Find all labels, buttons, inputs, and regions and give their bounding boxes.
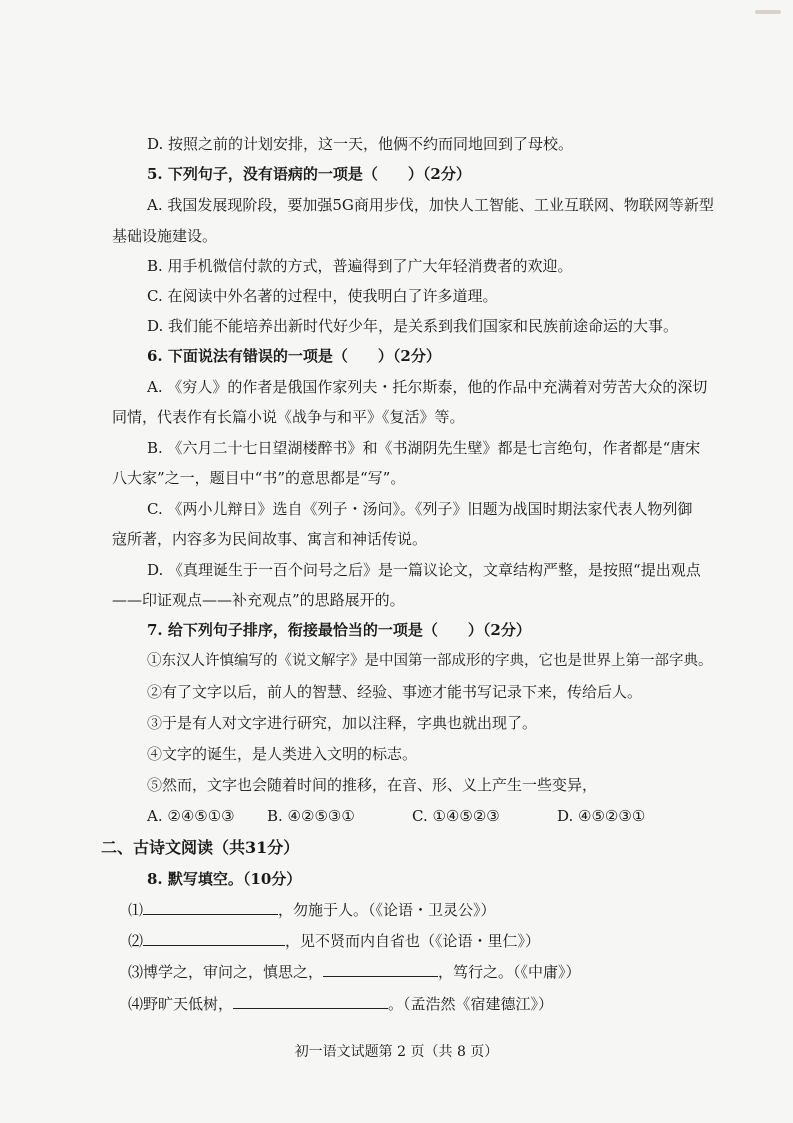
q8-line-2-text: ，见不贤而内自省也（《论语・里仁》） [285,932,541,950]
page-footer: 初一语文试题第 2 页（共 8 页） [294,1044,499,1060]
q4-option-d: D. 按照之前的计划安排，这一天，他俩不约而同地回到了母校。 [147,135,574,153]
q6-option-d-line1: D. 《真理诞生于一百个问号之后》是一篇议论文，文章结构严整，是按照“提出观点 [147,561,701,579]
q6-option-a-line1: A. 《穷人》的作者是俄国作家列夫・托尔斯泰，他的作品中充满着对劳苦大众的深切 [147,378,708,396]
q8-line-1 [128,900,753,920]
q8-blank-1[interactable] [143,900,278,915]
q7-sentence-5: ⑤然而，文字也会随着时间的推移，在音、形、义上产生一些变异， [147,776,598,794]
q8-line-3-text-before: ⑶博学之，审问之，慎思之， [128,963,324,981]
section-2-title: 二、古诗文阅读（共31分） [101,838,300,857]
q8-line-2-number: ⑵ [128,932,144,950]
q6-option-d-line2: ——印证观点——补充观点”的思路展开的。 [112,591,405,609]
q8-line-1-number: ⑴ [128,901,144,919]
q5-option-b: B. 用手机微信付款的方式，普遍得到了广大年轻消费者的欢迎。 [147,257,573,275]
q6-option-a-line2: 同情，代表作有长篇小说《战争与和平》《复活》等。 [112,408,465,426]
q7-option-c: C. ①④⑤②③ [412,807,500,825]
q5-option-c: C. 在阅读中外名著的过程中，使我明白了许多道理。 [147,287,498,305]
q8-line-4-text-before: ⑷野旷天低树， [128,995,234,1013]
q8-line-2 [128,931,753,951]
q5-option-a-line1: A. 我国发展现阶段，要加强5G商用步伐，加快人工智能、工业互联网、物联网等新型 [147,196,714,214]
scan-smudge [755,10,781,14]
q6-title: 6. 下面说法有错误的一项是（ ）（2分） [147,347,441,365]
q7-sentence-4: ④文字的诞生，是人类进入文明的标志。 [147,745,418,763]
q8-line-4-text-after: 。（孟浩然《宿建德江》） [388,995,554,1013]
q5-title: 5. 下列句子，没有语病的一项是（ ）（2分） [147,165,471,183]
q8-blank-3[interactable] [323,962,438,977]
q5-option-d: D. 我们能不能培养出新时代好少年，是关系到我们国家和民族前途命运的大事。 [147,317,679,335]
q8-line-1-text: ，勿施于人。（《论语・卫灵公》） [278,901,496,919]
q6-option-b-line1: B. 《六月二十七日望湖楼醉书》和《书湖阴先生壁》都是七言绝句，作者都是“唐宋 [147,439,701,457]
q7-options [147,806,753,826]
q8-line-3-text-after: ，笃行之。（《中庸》） [438,963,581,981]
q7-sentence-2: ②有了文字以后，前人的智慧、经验、事迹才能书写记录下来，传给后人。 [147,683,643,701]
q6-option-b-line2: 八大家”之一，题目中“书”的意思都是“写”。 [112,469,406,487]
q8-title: 8. 默写填空。（10分） [147,870,302,888]
q8-blank-4[interactable] [233,994,388,1009]
q7-option-b: B. ④②⑤③① [267,807,355,825]
q7-sentence-3: ③于是有人对文字进行研究，加以注释，字典也就出现了。 [147,714,538,732]
q8-line-3 [128,962,753,982]
q7-title: 7. 给下列句子排序，衔接最恰当的一项是（ ）（2分） [147,621,531,639]
q6-option-c-line2: 寇所著，内容多为民间故事、寓言和神话传说。 [112,530,428,548]
q7-option-d: D. ④⑤②③① [557,807,646,825]
q7-sentence-1: ①东汉人许慎编写的《说文解字》是中国第一部成形的字典，它也是世界上第一部字典。 [147,653,713,669]
q8-line-4 [128,994,753,1014]
q6-option-c-line1: C. 《两小儿辩日》选自《列子・汤问》。《列子》旧题为战国时期法家代表人物列御 [147,500,693,518]
q7-option-a: A. ②④⑤①③ [147,807,235,825]
q5-option-a-line2: 基础设施建设。 [112,227,218,245]
q8-blank-2[interactable] [143,931,285,946]
